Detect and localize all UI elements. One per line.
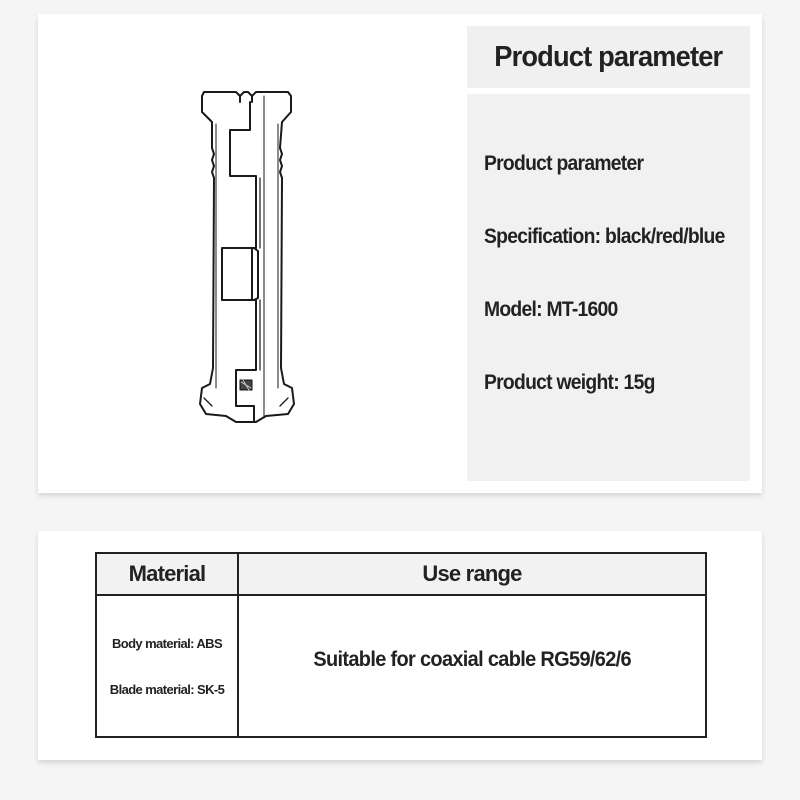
param-weight: Product weight: 15g <box>484 371 655 394</box>
parameter-list <box>467 94 750 481</box>
body-material: Body material: ABS <box>111 635 223 651</box>
blade-material: Blade material: SK-5 <box>109 681 225 697</box>
section-title: Product parameter <box>494 40 723 73</box>
title-box <box>467 26 750 88</box>
header-material: Material <box>96 553 238 595</box>
material-card <box>38 531 762 760</box>
use-range-cell <box>238 595 706 737</box>
spec-table <box>95 552 707 738</box>
product-parameter-card <box>38 14 762 493</box>
param-specification: Specification: black/red/blue <box>484 225 725 248</box>
material-cell <box>96 595 238 737</box>
cable-stripper-image <box>196 88 300 424</box>
table-row <box>96 595 706 737</box>
table-header-row <box>96 553 706 595</box>
use-range-text: Suitable for coaxial cable RG59/62/6 <box>313 648 631 671</box>
header-use-range: Use range <box>238 553 706 595</box>
param-model: Model: MT-1600 <box>484 298 618 321</box>
param-heading: Product parameter <box>484 152 644 175</box>
